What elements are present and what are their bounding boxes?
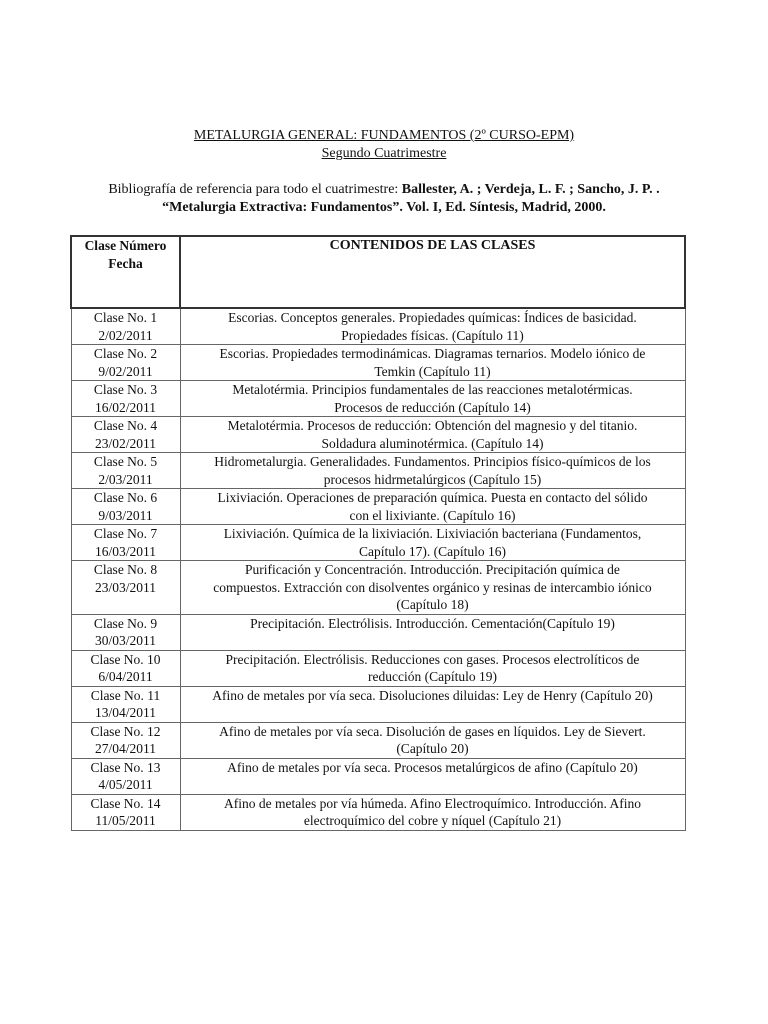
class-number: Clase No. 13: [90, 759, 161, 775]
class-date: 13/04/2011: [94, 705, 156, 720]
class-number-date-cell: [71, 614, 180, 650]
class-contents-cell: [180, 758, 685, 794]
class-contents-line: reducción (Capítulo 19): [368, 669, 497, 684]
class-contents-cell: [180, 525, 685, 561]
class-number: Clase No. 3: [93, 382, 158, 397]
class-contents-line: electroquímico del cobre y níquel (Capítulo 21): [303, 813, 562, 828]
table-row: [71, 794, 685, 830]
class-date: 23/03/2011: [94, 579, 156, 595]
table-row: [71, 345, 685, 381]
bibliography-reference: [70, 181, 698, 217]
class-contents-cell: [180, 417, 685, 453]
header-class-number-date: [71, 236, 180, 308]
document-subtitle: Segundo Cuatrimestre: [321, 146, 447, 161]
class-date: 11/05/2011: [95, 813, 156, 828]
class-number-date-cell: [71, 525, 180, 561]
class-contents-line: Afino de metales por vía húmeda. Afino Electroquímico. Introducción. Afino: [224, 795, 641, 811]
class-number: Clase No. 12: [90, 723, 161, 739]
class-number-date-cell: [71, 794, 180, 830]
class-contents-cell: [180, 794, 685, 830]
class-number-date-cell: [71, 308, 180, 345]
bibliography-authors: Ballester, A. ; Verdeja, L. F. ; Sancho, J. P. .: [401, 182, 660, 197]
class-date: 30/03/2011: [94, 633, 156, 648]
table-row: [71, 417, 685, 453]
class-number: Clase No. 5: [93, 454, 158, 469]
class-number: Clase No. 7: [93, 526, 158, 541]
class-contents-line: Precipitación. Electrólisis. Introducción. Cementación(Capítulo 19): [250, 615, 615, 631]
table-row: [71, 686, 685, 722]
class-contents-line: Afino de metales por vía seca. Disolución de gases en líquidos. Ley de Sievert.: [219, 723, 646, 739]
class-contents-cell: [180, 381, 685, 417]
class-contents-line: (Capítulo 20): [396, 741, 469, 756]
table-row: [71, 561, 685, 615]
class-contents-line: Soldadura aluminotérmica. (Capítulo 14): [321, 435, 544, 451]
class-number-date-cell: [71, 722, 180, 758]
class-contents-line: Afino de metales por vía seca. Procesos metalúrgicos de afino (Capítulo 20): [227, 759, 638, 775]
class-contents-cell: [180, 453, 685, 489]
class-contents-cell: [180, 345, 685, 381]
class-contents-cell: [180, 686, 685, 722]
class-contents-line: Lixiviación. Operaciones de preparación química. Puesta en contacto del sólido: [217, 490, 648, 505]
class-contents-line: Metalotérmia. Principios fundamentales de las reacciones metalotérmicas.: [232, 382, 633, 397]
table-row: [71, 722, 685, 758]
class-contents-line: procesos hidrmetalúrgicos (Capítulo 15): [323, 471, 542, 487]
class-date: 16/02/2011: [94, 399, 156, 415]
class-number-date-cell: [71, 758, 180, 794]
class-contents-line: Precipitación. Electrólisis. Reducciones con gases. Procesos electrolíticos de: [225, 651, 640, 667]
table-row: [71, 758, 685, 794]
class-contents-cell: [180, 722, 685, 758]
class-number-date-cell: [71, 561, 180, 615]
class-contents-line: Afino de metales por vía seca. Disoluciones diluidas: Ley de Henry (Capítulo 20): [212, 687, 653, 703]
class-contents-cell: [180, 561, 685, 615]
class-date: 23/02/2011: [94, 435, 156, 451]
class-number: Clase No. 2: [93, 346, 158, 361]
header-class-number: Clase Número: [84, 238, 167, 253]
bibliography-prefix: Bibliografía de referencia para todo el cuatrimestre:: [108, 182, 402, 197]
class-contents-line: con el lixiviante. (Capítulo 16): [349, 507, 516, 523]
class-date: 9/03/2011: [98, 507, 153, 523]
class-number: Clase No. 1: [93, 310, 158, 325]
class-contents-cell: [180, 650, 685, 686]
class-date: 2/03/2011: [98, 471, 153, 487]
table-body: [71, 308, 685, 830]
class-date: 16/03/2011: [94, 543, 156, 559]
table-row: [71, 489, 685, 525]
document-title: METALURGIA GENERAL: FUNDAMENTOS (2º CURSO-EPM): [193, 128, 575, 143]
class-number-date-cell: [71, 650, 180, 686]
class-contents-line: Propiedades físicas. (Capítulo 11): [341, 327, 524, 343]
class-number: Clase No. 6: [93, 490, 158, 505]
class-date: 2/02/2011: [98, 327, 153, 343]
header-date: Fecha: [108, 255, 143, 271]
table-row: [71, 525, 685, 561]
class-contents-line: Metalotérmia. Procesos de reducción: Obtención del magnesio y del titanio.: [227, 418, 638, 433]
table-row: [71, 650, 685, 686]
class-number-date-cell: [71, 489, 180, 525]
class-contents-line: Capítulo 17). (Capítulo 16): [359, 543, 506, 559]
class-contents-line: Procesos de reducción (Capítulo 14): [334, 399, 531, 415]
class-contents-line: Hidrometalurgia. Generalidades. Fundamentos. Principios físico-químicos de los: [214, 454, 651, 469]
class-contents-line: Escorias. Propiedades termodinámicas. Diagramas ternarios. Modelo iónico de: [219, 346, 646, 361]
class-number: Clase No. 10: [90, 651, 161, 667]
class-contents-cell: [180, 308, 685, 345]
bibliography-book: “Metalurgia Extractiva: Fundamentos”. Vol. I, Ed. Síntesis, Madrid, 2000.: [162, 200, 606, 215]
class-number-date-cell: [71, 345, 180, 381]
class-number: Clase No. 14: [90, 795, 161, 811]
table-row: [71, 381, 685, 417]
class-contents-line: compuestos. Extracción con disolventes orgánico y resinas de intercambio iónico: [213, 579, 652, 595]
class-contents-line: Escorias. Conceptos generales. Propiedades químicas: Índices de basicidad.: [228, 310, 637, 325]
class-date: 4/05/2011: [98, 777, 153, 792]
class-date: 9/02/2011: [98, 363, 153, 379]
class-contents-line: Lixiviación. Química de la lixiviación. Lixiviación bacteriana (Fundamentos,: [223, 526, 642, 541]
class-date: 6/04/2011: [98, 669, 153, 684]
class-schedule-table: [70, 235, 686, 831]
table-header-row: [71, 236, 685, 308]
class-date: 27/04/2011: [94, 741, 156, 756]
class-contents-line: (Capítulo 18): [396, 597, 469, 612]
class-contents-cell: [180, 614, 685, 650]
class-contents-line: Purificación y Concentración. Introducción. Precipitación química de: [245, 562, 620, 577]
class-number: Clase No. 9: [93, 615, 158, 631]
class-number-date-cell: [71, 686, 180, 722]
class-number-date-cell: [71, 381, 180, 417]
class-contents-line: Temkin (Capítulo 11): [374, 363, 491, 379]
table-row: [71, 308, 685, 345]
table-row: [71, 614, 685, 650]
class-number: Clase No. 11: [90, 687, 161, 703]
table-row: [71, 453, 685, 489]
class-number: Clase No. 4: [93, 418, 158, 433]
class-contents-cell: [180, 489, 685, 525]
header-class-contents: CONTENIDOS DE LAS CLASES: [180, 236, 685, 308]
class-number-date-cell: [71, 453, 180, 489]
class-number: Clase No. 8: [93, 562, 158, 577]
class-number-date-cell: [71, 417, 180, 453]
